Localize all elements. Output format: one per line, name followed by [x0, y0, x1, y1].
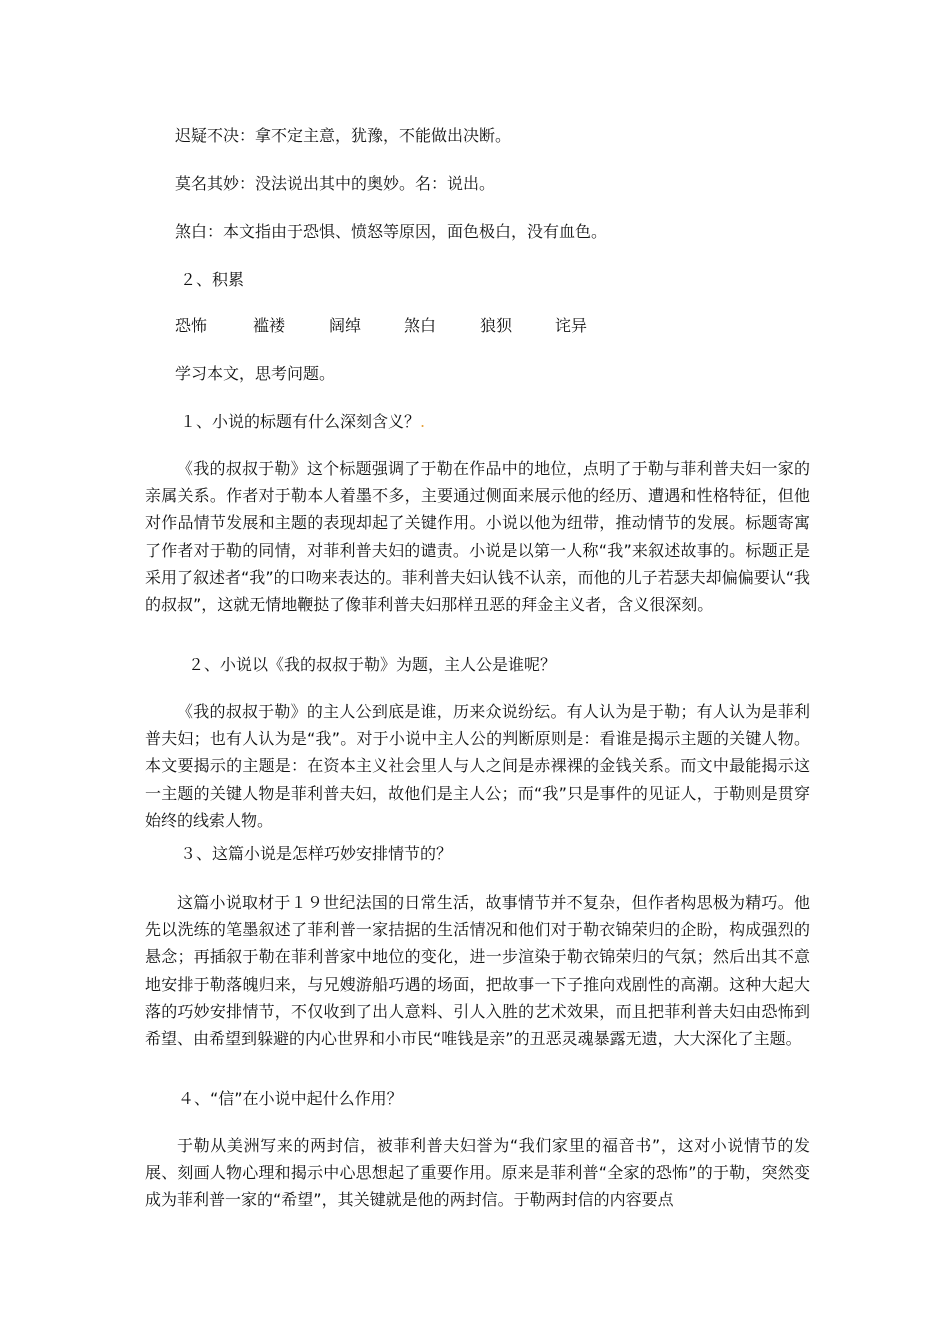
- stray-mark: .: [420, 412, 426, 431]
- question-heading: ３、这篇小说是怎样巧妙安排情节的？: [180, 844, 453, 863]
- answer-paragraph: 这篇小说取材于１９世纪法国的日常生活，故事情节并不复杂，但作者构思极为精巧。他先以洗练的笔墨叙述了菲利普一家拮据的生活情况和他们对于勒衣锦荣归的企盼，构成强烈的悬念；再插叙于勒在菲利普家中地位的变化，进一步渲染于勒衣锦荣归的气氛；然后出其不意地安排于勒落魄归来，与兄嫂游船巧遇的场面，把故事一下子推向戏剧性的高潮。这种大起大落的巧妙安排情节，不仅收到了出人意料、引人入胜的艺术效果，而且把菲利普夫妇由恐怖到希望、由希望到躲避的内心世界和小市民“唯钱是亲”的丑恶灵魂暴露无遗，大大深化了主题。: [145, 893, 810, 1049]
- term-item: 狼狈: [480, 316, 513, 335]
- definition-baffling: 莫名其妙：没法说出其中的奥妙。名：说出。: [175, 174, 496, 193]
- answer-paragraph: 于勒从美洲写来的两封信，被菲利普夫妇誉为“我们家里的福音书”，这对小说情节的发展、刻画人物心理和揭示中心思想起了重要作用。原来是菲利普“全家的恐怖”的于勒，突然变成为菲利普一家的“希望”，其关键就是他的两封信。于勒两封信的内容要点: [145, 1136, 810, 1210]
- question-text: １、小说的标题有什么深刻含义？: [180, 412, 421, 431]
- term-item: 恐怖: [175, 316, 208, 335]
- term-item: 阔绰: [329, 316, 362, 335]
- question-heading: ２、小说以《我的叔叔于勒》为题，主人公是谁呢？: [188, 655, 557, 674]
- term-item: 诧异: [555, 316, 588, 335]
- definition-pale: 煞白：本文指由于恐惧、愤怒等原因，面色极白，没有血色。: [175, 222, 608, 241]
- definition-hesitate: 迟疑不决：拿不定主意，犹豫，不能做出决断。: [175, 126, 512, 145]
- study-prompt: 学习本文，思考问题。: [175, 364, 336, 383]
- term-item: 褴褛: [253, 316, 286, 335]
- term-item: 煞白: [404, 316, 437, 335]
- answer-paragraph: 《我的叔叔于勒》这个标题强调了于勒在作品中的地位，点明了于勒与菲利普夫妇一家的亲属关系。作者对于勒本人着墨不多，主要通过侧面来展示他的经历、遭遇和性格特征，但他对作品情节发展和主题的表现却起了关键作用。小说以他为纽带，推动情节的发展。标题寄寓了作者对于勒的同情，对菲利普夫妇的谴责。小说是以第一人称“我”来叙述故事的。标题正是采用了叙述者“我”的口吻来表达的。菲利普夫妇认钱不认亲，而他的儿子若瑟夫却偏偏要认“我的叔叔”，这就无情地鞭挞了像菲利普夫妇那样丑恶的拜金主义者，含义很深刻。: [145, 459, 810, 615]
- accumulate-heading: ２、积累: [180, 270, 245, 289]
- answer-paragraph: 《我的叔叔于勒》的主人公到底是谁，历来众说纷纭。有人认为是于勒；有人认为是菲利普夫妇；也有人认为是“我”。对于小说中主人公的判断原则是：看谁是揭示主题的关键人物。本文要揭示的主题是：在资本主义社会里人与人之间是赤裸裸的金钱关系。而文中最能揭示这一主题的关键人物是菲利普夫妇，故他们是主人公；而“我”只是事件的见证人，于勒则是贯穿始终的线索人物。: [145, 702, 810, 830]
- question-heading: [180, 410, 425, 434]
- question-heading: ４、“信”在小说中起什么作用？: [178, 1089, 403, 1108]
